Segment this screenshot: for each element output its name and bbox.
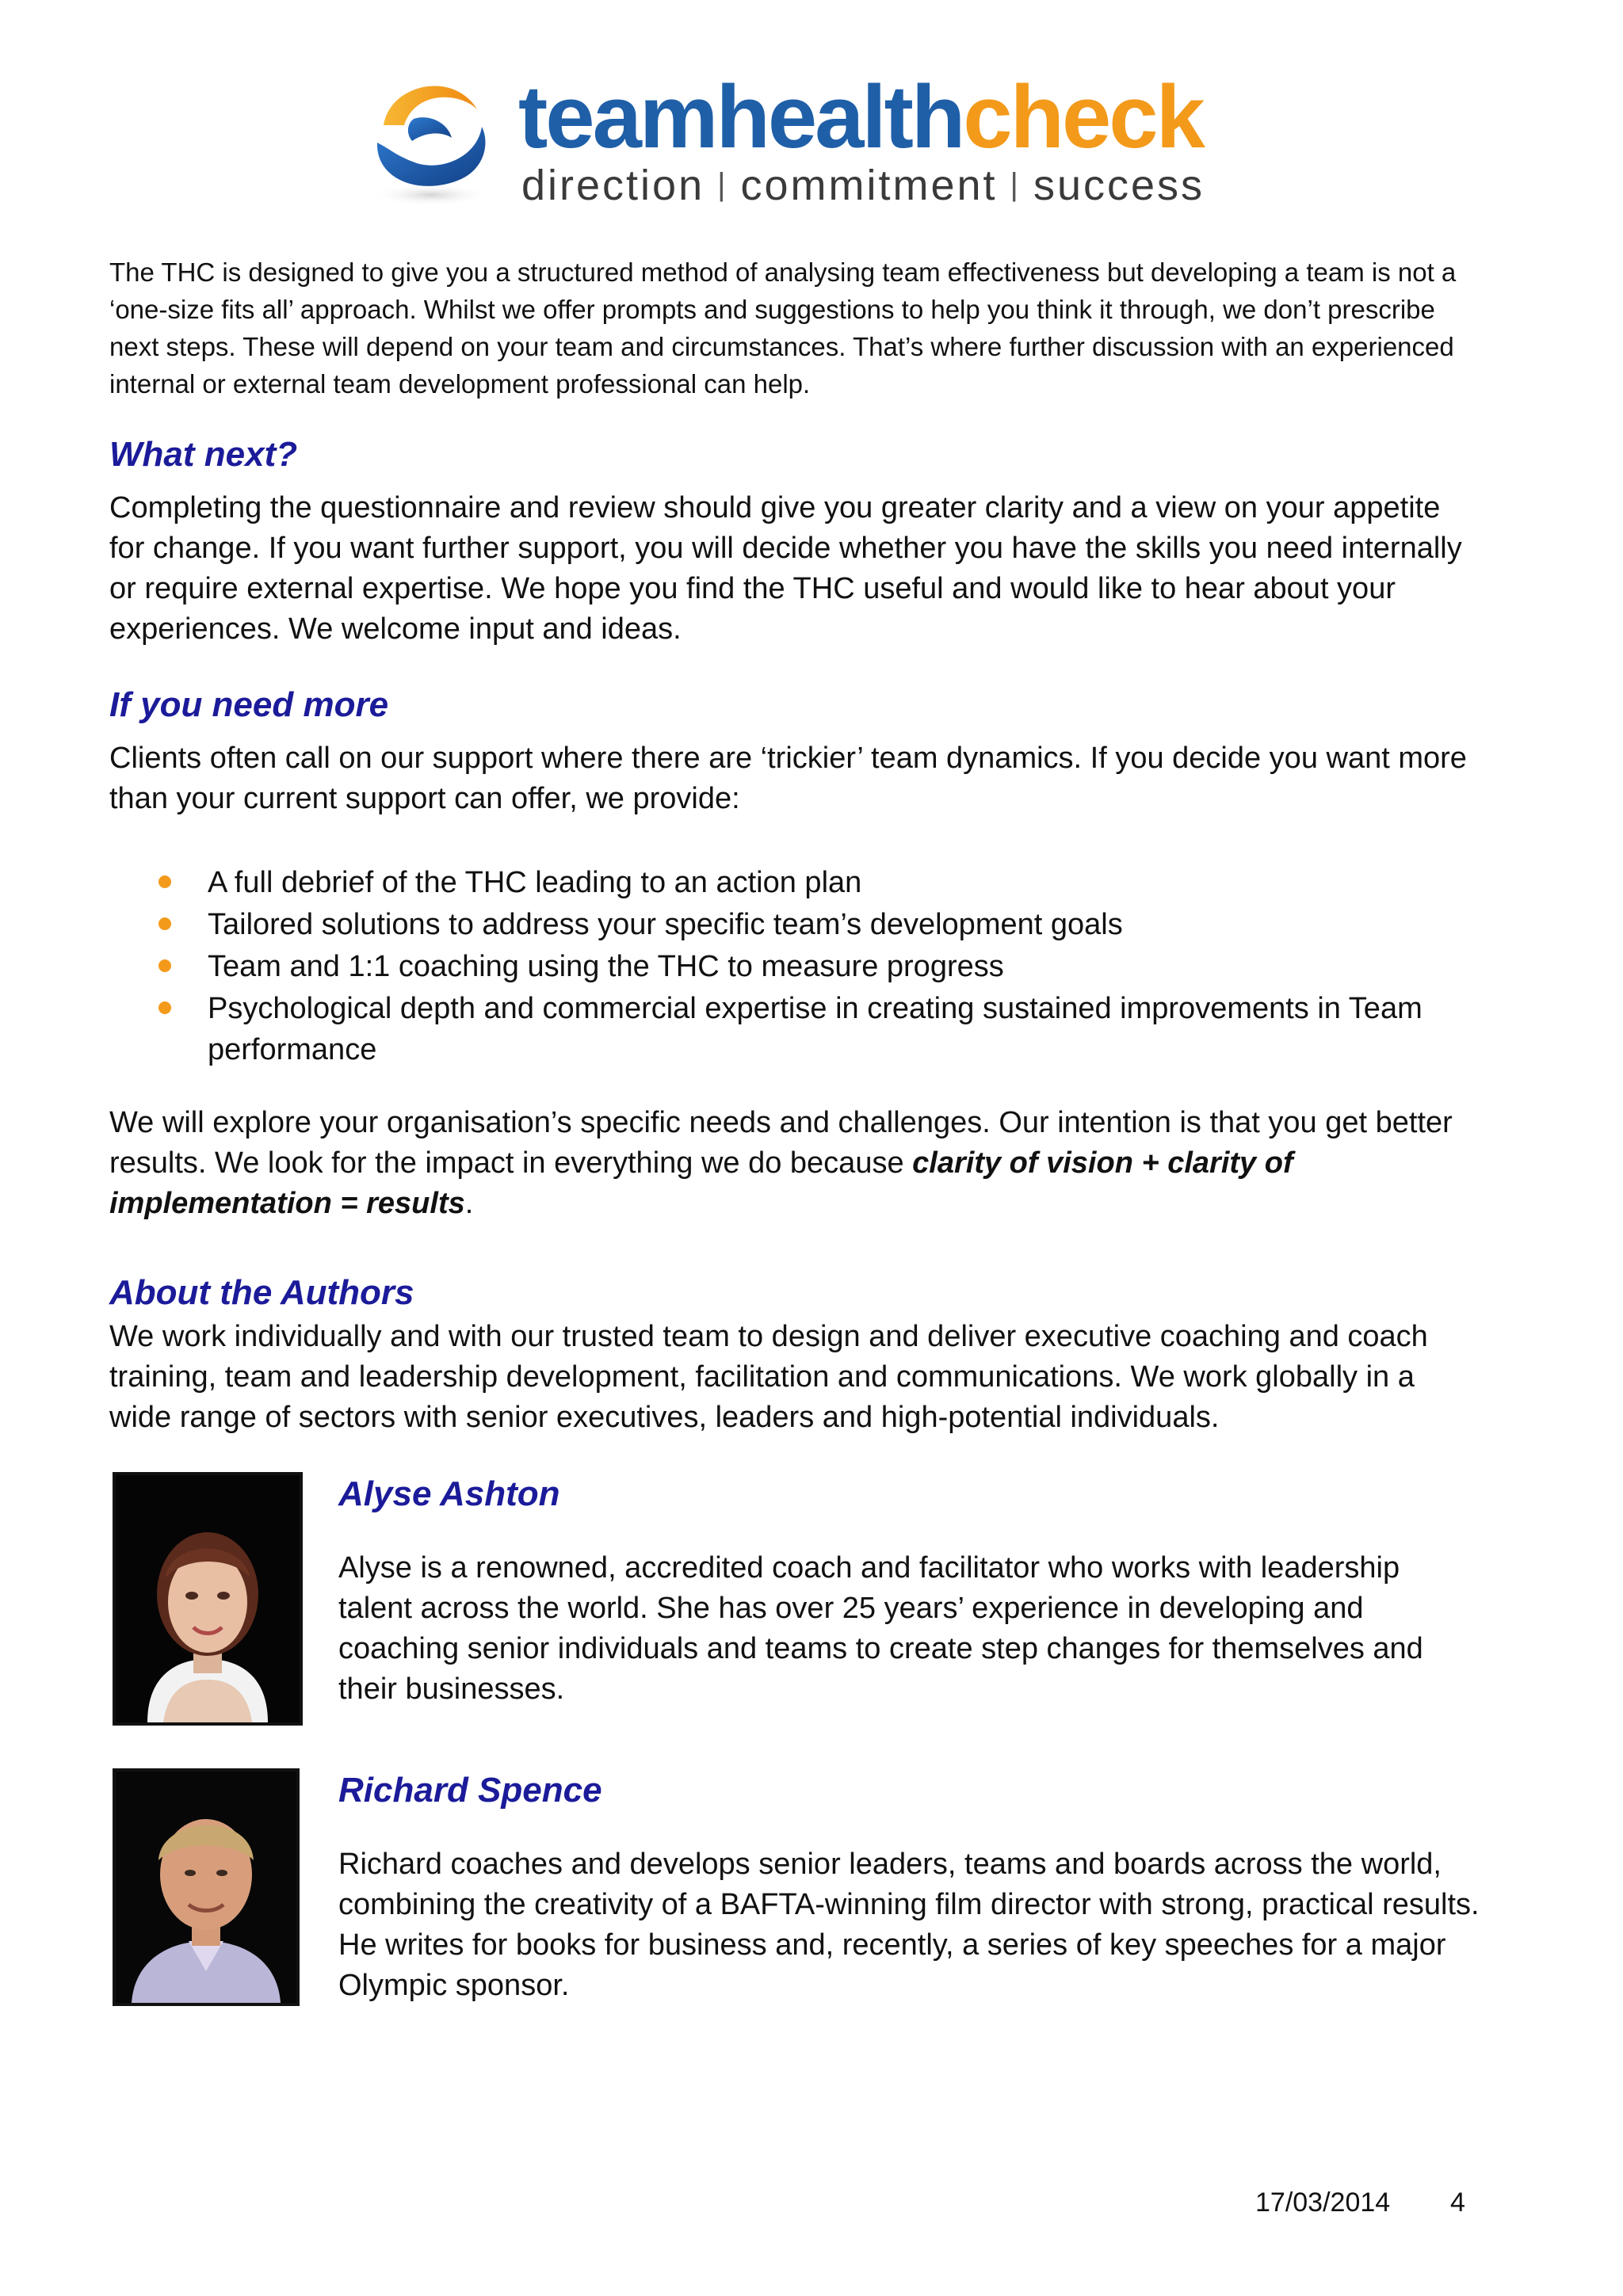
author-bio-alyse: Alyse is a renowned, accredited coach and facilitator who works with leadership talent across the world. She has over 25 years’ experience in developing and coaching senior individuals and teams to create step changes for themselves and their businesses. bbox=[338, 1551, 1423, 1706]
tagline-separator: | bbox=[717, 167, 728, 202]
portrait-icon bbox=[116, 1475, 300, 1722]
need-more-body: Clients often call on our support where there are ‘trickier’ team dynamics. If you decide you want more than your current support can offer, we provide: bbox=[109, 742, 1467, 815]
logo-wordmark bbox=[518, 67, 1203, 166]
tagline-separator: | bbox=[1010, 167, 1021, 202]
services-list bbox=[158, 862, 1474, 1071]
list-item bbox=[158, 904, 1474, 945]
list-item bbox=[158, 988, 1474, 1070]
list-item-text: A full debrief of the THC leading to an action plan bbox=[208, 866, 862, 899]
author-name-richard: Richard Spence bbox=[338, 1771, 602, 1810]
author-name-alyse: Alyse Ashton bbox=[338, 1474, 560, 1513]
bullet-icon bbox=[158, 959, 171, 972]
author-photo-richard bbox=[113, 1768, 300, 2006]
list-item-text: Psychological depth and commercial expertise in creating sustained improvements in Team performance bbox=[208, 992, 1423, 1066]
bullet-icon bbox=[158, 875, 171, 888]
page-number: 4 bbox=[1450, 2187, 1465, 2218]
author-bio-richard: Richard coaches and develops senior leaders, teams and boards across the world, combining the creativity of a BAFTA-winning film director with strong, practical results. He writes for books for business and, recently, a series of key speeches for a major Olympic sponsor. bbox=[338, 1848, 1480, 2002]
list-item bbox=[158, 946, 1474, 987]
intro-paragraph: The THC is designed to give you a structured method of analysing team effectiveness but developing a team is not a ‘one-size fits all’ approach. Whilst we offer prompts and suggestions to help you think it through, we don’t prescribe next steps. These will depend on your team and circumstances. That’s where further discussion with an experienced internal or external team development professional can help. bbox=[109, 257, 1457, 399]
what-next-heading: What next? bbox=[109, 435, 298, 474]
closing-period: . bbox=[464, 1187, 474, 1220]
logo-word-teamhealth: teamhealth bbox=[518, 67, 964, 166]
need-more-heading: If you need more bbox=[109, 685, 389, 724]
bullet-icon bbox=[158, 917, 171, 930]
tagline-direction: direction bbox=[521, 162, 705, 209]
about-authors-body: We work individually and with our trusted team to design and deliver executive coaching and coach training, team and leadership development, facilitation and communications. We work globally in a wide range of sectors with senior executives, leaders and high-potential individuals. bbox=[109, 1320, 1428, 1434]
closing-paragraph bbox=[109, 1103, 1472, 1224]
list-item-text: Team and 1:1 coaching using the THC to measure progress bbox=[208, 950, 1004, 983]
tagline-success: success bbox=[1033, 162, 1205, 209]
closing-emphasis: clarity of vision + clarity of implementation = results bbox=[109, 1146, 1293, 1220]
about-authors-heading: About the Authors bbox=[109, 1273, 414, 1312]
team-health-check-logo bbox=[366, 67, 1254, 212]
author-photo-alyse bbox=[113, 1472, 303, 1726]
logo-tagline bbox=[521, 157, 1205, 213]
portrait-icon bbox=[116, 1772, 296, 2003]
closing-text: We will explore your organisation’s specific needs and challenges. Our intention is that you get better results. We look for the impact in everything we do because bbox=[109, 1106, 1453, 1180]
tagline-commitment: commitment bbox=[740, 162, 998, 209]
logo-word-check: check bbox=[963, 67, 1203, 166]
list-item bbox=[158, 862, 1474, 903]
swoosh-logo-icon bbox=[366, 70, 493, 212]
list-item-text: Tailored solutions to address your specific team’s development goals bbox=[208, 908, 1123, 941]
footer-date: 17/03/2014 bbox=[1255, 2187, 1391, 2218]
what-next-body: Completing the questionnaire and review should give you greater clarity and a view on your appetite for change. If you want further support, you will decide whether you have the skills you need internally or require external expertise. We hope you find the THC useful and would like to hear about your experiences. We welcome input and ideas. bbox=[109, 491, 1462, 646]
bullet-icon bbox=[158, 1001, 171, 1014]
